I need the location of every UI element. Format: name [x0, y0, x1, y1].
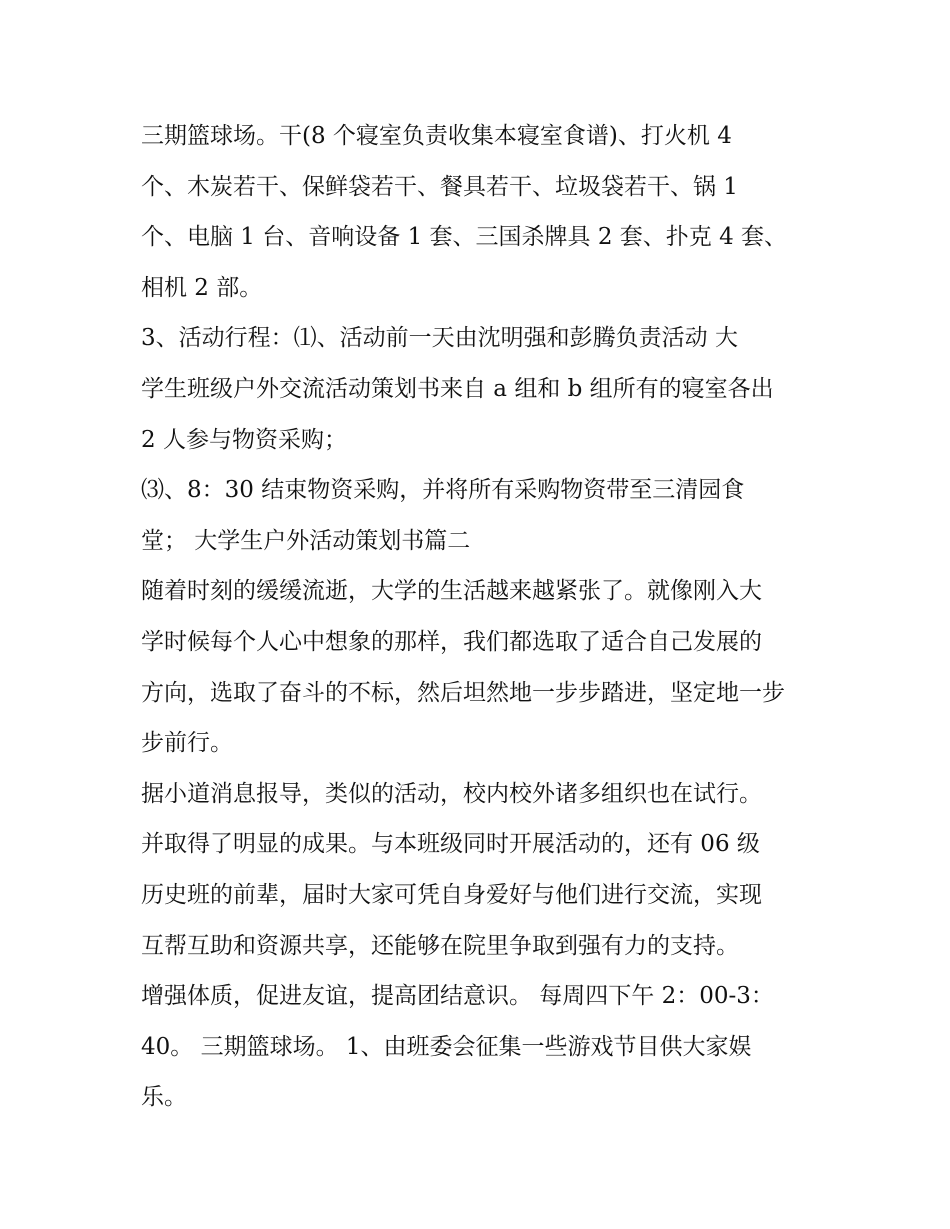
- text-line: 历史班的前辈，届时大家可凭自身爱好与他们进行交流，实现: [141, 881, 762, 908]
- text-line: 方向，选取了奋斗的不标，然后坦然地一步步踏进，坚定地一步: [141, 679, 785, 706]
- text-line: 并取得了明显的成果。与本班级同时开展活动的，还有 06 级: [141, 831, 760, 858]
- text-line: 个、电脑 1 台、音响设备 1 套、三国杀牌具 2 套、扑克 4 套、: [141, 224, 788, 251]
- text-line: 步前行。: [141, 730, 233, 757]
- text-line: 40。 三期篮球场。 1、由班委会征集一些游戏节目供大家娱: [141, 1033, 752, 1060]
- text-line: 增强体质，促进友谊，提高团结意识。 每周四下午 2：00-3：: [141, 983, 774, 1010]
- text-line: 据小道消息报导，类似的活动，校内校外诸多组织也在试行。: [141, 780, 762, 807]
- text-line: 堂； 大学生户外活动策划书篇二: [141, 527, 471, 554]
- document-body: [141, 111, 821, 1123]
- text-line: 个、木炭若干、保鲜袋若干、餐具若干、垃圾袋若干、锅 1: [141, 173, 738, 200]
- text-line: 互帮互助和资源共享，还能够在院里争取到强有力的支持。: [141, 932, 739, 959]
- text-line: 学生班级户外交流活动策划书来自 a 组和 b 组所有的寝室各出: [141, 375, 774, 402]
- text-line: 随着时刻的缓缓流逝，大学的生活越来越紧张了。就像刚入大: [141, 578, 762, 605]
- text-line: 学时候每个人心中想象的那样，我们都选取了适合自己发展的: [141, 628, 762, 655]
- text-line: 乐。: [141, 1084, 187, 1111]
- text-line: 三期篮球场。干(8 个寝室负责收集本寝室食谱)、打火机 4: [141, 123, 732, 149]
- text-line: 相机 2 部。: [141, 274, 263, 301]
- text-line: 2 人参与物资采购；: [141, 426, 347, 453]
- text-line: ⑶、8：30 结束物资采购，并将所有采购物资带至三清园食: [141, 477, 745, 504]
- text-line: 3、活动行程：⑴、活动前一天由沈明强和彭腾负责活动 大: [141, 325, 738, 352]
